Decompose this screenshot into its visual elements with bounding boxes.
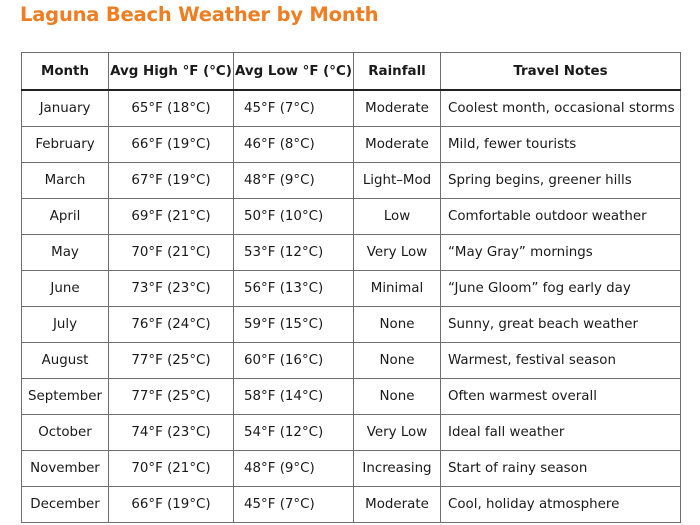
cell-rainfall: Very Low: [354, 415, 441, 451]
cell-rainfall: Moderate: [354, 127, 441, 163]
cell-rainfall: Light–Mod: [354, 163, 441, 199]
table-row: [22, 307, 681, 343]
cell-avg-low: 45°F (7°C): [234, 90, 354, 127]
cell-travel-notes: “May Gray” mornings: [441, 235, 681, 271]
cell-month: November: [22, 451, 109, 487]
cell-month: May: [22, 235, 109, 271]
cell-avg-low: 59°F (15°C): [234, 307, 354, 343]
table-row: [22, 199, 681, 235]
cell-avg-low: 60°F (16°C): [234, 343, 354, 379]
header-avg-high: Avg High °F (°C): [109, 53, 234, 91]
cell-month: December: [22, 487, 109, 523]
table-row: [22, 235, 681, 271]
table-row: [22, 451, 681, 487]
cell-rainfall: Moderate: [354, 90, 441, 127]
cell-avg-high: 74°F (23°C): [109, 415, 234, 451]
table-row: [22, 487, 681, 523]
cell-travel-notes: “June Gloom” fog early day: [441, 271, 681, 307]
header-month: Month: [22, 53, 109, 91]
header-avg-low: Avg Low °F (°C): [234, 53, 354, 91]
cell-rainfall: None: [354, 307, 441, 343]
table-header-row: [22, 53, 681, 91]
cell-month: April: [22, 199, 109, 235]
cell-avg-low: 48°F (9°C): [234, 163, 354, 199]
table-row: [22, 343, 681, 379]
cell-month: January: [22, 90, 109, 127]
cell-travel-notes: Cool, holiday atmosphere: [441, 487, 681, 523]
cell-avg-high: 70°F (21°C): [109, 235, 234, 271]
cell-month: February: [22, 127, 109, 163]
table-body: [22, 90, 681, 523]
cell-travel-notes: Ideal fall weather: [441, 415, 681, 451]
cell-travel-notes: Warmest, festival season: [441, 343, 681, 379]
cell-avg-low: 46°F (8°C): [234, 127, 354, 163]
cell-avg-high: 73°F (23°C): [109, 271, 234, 307]
cell-rainfall: Low: [354, 199, 441, 235]
cell-avg-high: 65°F (18°C): [109, 90, 234, 127]
table-row: [22, 379, 681, 415]
cell-travel-notes: Start of rainy season: [441, 451, 681, 487]
cell-rainfall: None: [354, 379, 441, 415]
cell-travel-notes: Coolest month, occasional storms: [441, 90, 681, 127]
cell-avg-high: 69°F (21°C): [109, 199, 234, 235]
cell-month: October: [22, 415, 109, 451]
table-row: [22, 90, 681, 127]
cell-avg-low: 54°F (12°C): [234, 415, 354, 451]
cell-avg-high: 77°F (25°C): [109, 343, 234, 379]
cell-month: September: [22, 379, 109, 415]
cell-rainfall: Minimal: [354, 271, 441, 307]
cell-month: March: [22, 163, 109, 199]
page-title: Laguna Beach Weather by Month: [20, 3, 379, 26]
cell-avg-low: 50°F (10°C): [234, 199, 354, 235]
cell-avg-low: 53°F (12°C): [234, 235, 354, 271]
cell-avg-high: 67°F (19°C): [109, 163, 234, 199]
cell-month: June: [22, 271, 109, 307]
cell-rainfall: None: [354, 343, 441, 379]
cell-avg-high: 77°F (25°C): [109, 379, 234, 415]
cell-month: July: [22, 307, 109, 343]
table-row: [22, 163, 681, 199]
table-row: [22, 271, 681, 307]
cell-travel-notes: Spring begins, greener hills: [441, 163, 681, 199]
cell-rainfall: Increasing: [354, 451, 441, 487]
cell-avg-low: 45°F (7°C): [234, 487, 354, 523]
cell-rainfall: Moderate: [354, 487, 441, 523]
cell-avg-low: 48°F (9°C): [234, 451, 354, 487]
header-travel-notes: Travel Notes: [441, 53, 681, 91]
cell-travel-notes: Sunny, great beach weather: [441, 307, 681, 343]
cell-travel-notes: Comfortable outdoor weather: [441, 199, 681, 235]
cell-travel-notes: Mild, fewer tourists: [441, 127, 681, 163]
cell-month: August: [22, 343, 109, 379]
cell-avg-low: 58°F (14°C): [234, 379, 354, 415]
table-row: [22, 415, 681, 451]
cell-avg-low: 56°F (13°C): [234, 271, 354, 307]
cell-avg-high: 70°F (21°C): [109, 451, 234, 487]
header-rainfall: Rainfall: [354, 53, 441, 91]
cell-rainfall: Very Low: [354, 235, 441, 271]
table-row: [22, 127, 681, 163]
cell-avg-high: 76°F (24°C): [109, 307, 234, 343]
cell-avg-high: 66°F (19°C): [109, 487, 234, 523]
weather-table: [21, 52, 681, 523]
cell-avg-high: 66°F (19°C): [109, 127, 234, 163]
cell-travel-notes: Often warmest overall: [441, 379, 681, 415]
